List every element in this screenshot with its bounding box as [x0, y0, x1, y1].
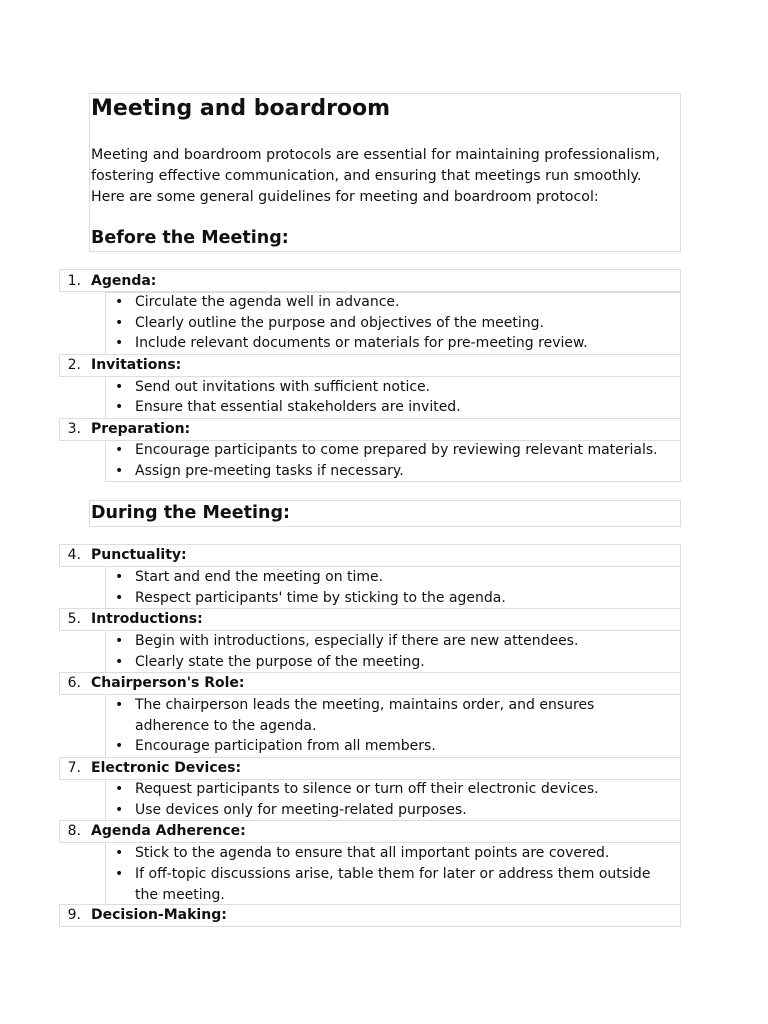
bullet-item: • Respect participants' time by sticking to the agenda.	[135, 588, 665, 609]
item-label: Preparation:	[91, 421, 191, 437]
page-title: Meeting and boardroom	[91, 96, 391, 121]
item-number: 3.	[67, 421, 81, 437]
bullet-item: • Encourage participation from all members.	[135, 736, 665, 757]
item-label: Punctuality:	[91, 547, 187, 563]
item-number: 9.	[67, 907, 81, 923]
bullet-item: • Begin with introductions, especially if there are new attendees.	[135, 631, 665, 652]
item-label: Electronic Devices:	[91, 760, 242, 776]
bullet-item: • Stick to the agenda to ensure that all important points are covered.	[135, 843, 665, 864]
bullet-item: • Include relevant documents or materials for pre-meeting review.	[135, 333, 665, 354]
intro-paragraph: Meeting and boardroom protocols are essential for maintaining professionalism, fostering effective communication, and ensuring that meetings run smoothly. Here are some general guidelines for meeting and boardroom protocol:	[91, 147, 660, 205]
item-number: 6.	[67, 675, 81, 691]
item-label: Introductions:	[91, 611, 203, 627]
item-number: 4.	[67, 547, 81, 563]
item-number: 1.	[67, 273, 81, 289]
item-label: Invitations:	[91, 357, 182, 373]
bullet-item: • If off-topic discussions arise, table them for later or address them outside the meeting.	[135, 864, 665, 906]
item-number: 5.	[67, 611, 81, 627]
item-number: 2.	[67, 357, 81, 373]
item-label: Agenda:	[91, 273, 157, 289]
item-label: Decision-Making:	[91, 907, 227, 923]
bullet-item: • Send out invitations with sufficient notice.	[135, 377, 665, 398]
bullet-item: • Clearly outline the purpose and objectives of the meeting.	[135, 313, 665, 334]
item-number: 8.	[67, 823, 81, 839]
item-number: 7.	[67, 760, 81, 776]
bullet-item: • The chairperson leads the meeting, maintains order, and ensures adherence to the agenda.	[135, 695, 665, 737]
bullet-item: • Start and end the meeting on time.	[135, 567, 665, 588]
bullet-item: • Ensure that essential stakeholders are invited.	[135, 397, 665, 418]
item-label: Chairperson's Role:	[91, 675, 245, 691]
bullet-item: • Assign pre-meeting tasks if necessary.	[135, 461, 665, 482]
bullet-item: • Request participants to silence or turn off their electronic devices.	[135, 779, 665, 800]
section-heading-before: Before the Meeting:	[91, 228, 289, 248]
bullet-item: • Encourage participants to come prepared by reviewing relevant materials.	[135, 440, 665, 461]
section-heading-during: During the Meeting:	[91, 503, 290, 523]
item-label: Agenda Adherence:	[91, 823, 246, 839]
bullet-item: • Circulate the agenda well in advance.	[135, 292, 665, 313]
bullet-item: • Clearly state the purpose of the meeting.	[135, 652, 665, 673]
bullet-item: • Use devices only for meeting-related purposes.	[135, 800, 665, 821]
